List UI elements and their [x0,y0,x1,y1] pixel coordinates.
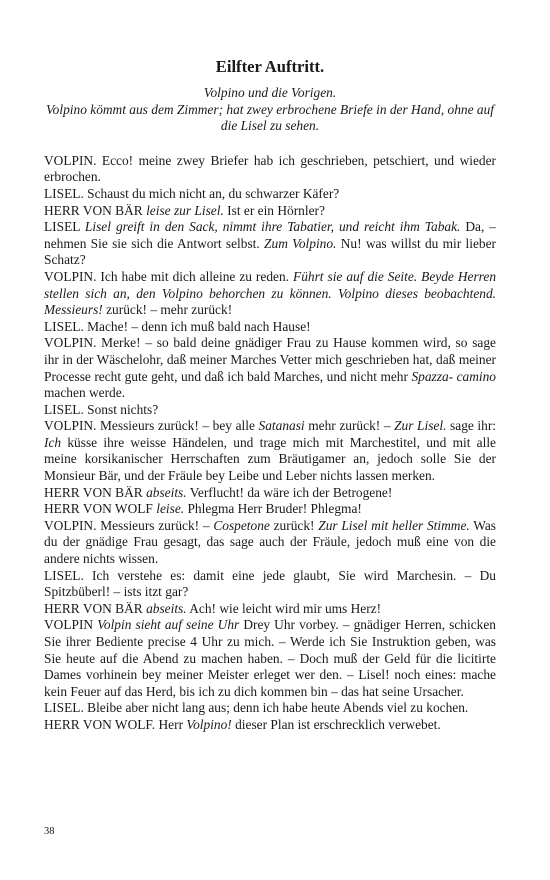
text-run: zurück! – mehr zurück! [102,302,233,318]
dialogue [44,153,496,734]
text-run: Nu! was willst du mir lieber Schatz? [44,235,497,268]
page-body [44,56,496,734]
page-number: 38 [44,826,55,837]
dialogue-paragraph [44,617,496,700]
italic-run: leise zur Lisel. [146,202,224,218]
text-run: VOLPIN [44,617,98,633]
text-run: dieser Plan ist erschrecklich verwebet. [231,716,441,732]
text-run: LISEL. Schaust du mich nicht an, du schwarzer Käfer? [44,185,340,201]
dialogue-paragraph [44,601,496,618]
italic-run: Führt sie auf die Seite. Beyde Herren stellen sich an, den Volpino behorchen zu können. Volpino dieses beobachtend. Messieurs! [44,268,497,318]
text-run: Da, – nehmen Sie sie sich die Antwort selbst. [44,219,496,251]
italic-run: Zur Lisel mit heller Stimme. [318,517,470,533]
text-run: LISEL. Ich verstehe es: damit eine jede glaubt, Sie wird Marchesin. – Du Spitzbüberl! – ists itzt gar? [44,567,496,600]
dialogue-paragraph [44,402,496,419]
dialogue-paragraph [44,269,496,319]
italic-run: abseits. [146,484,187,500]
text-run: küsse ihre weisse Händelen, und trage mich mit Marchestitel, und mit alle meine korsikanischer Herrschaften zum Bräutigamer an, jedoch solle Sie der Monsieur Bär, und der Fräule bey Leibe und Leber nichts lassen merken. [44,434,496,484]
italic-run: Cospetone [213,517,270,533]
text-run: Ist er ein Hörnler? [223,202,325,218]
text-run: VOLPIN. Messieurs zurück! – [44,517,214,533]
text-run: Drey Uhr vorbey. – gnädiger Herren, schicken Sie ihrer Bediente precise 4 Uhr zu mich. – Werde ich Sie Instruktion geben, was Sie heute auf die Abend zu machen haben. – Doch muß der Geld für die licitirte Dames vorhinein bey meiner Meister erleget wer den. – Lisel! noch eines: mache kein Feuer auf das Herd, bis ich zu dich kommen bin – das hat seine Ursacher. [44,617,496,699]
text-run: zurück! [269,517,319,533]
text-run: mehr zurück! – [304,418,395,434]
text-run: LISEL. Sonst nichts? [44,401,159,417]
dialogue-paragraph [44,501,496,518]
italic-run: Lisel greift in den Sack, nimmt ihre Tabatier, und reicht ihm Tabak. [84,219,461,235]
text-run: HERR VON WOLF [44,501,157,517]
dialogue-paragraph [44,418,496,484]
text-run: LISEL. Bleibe aber nicht lang aus; denn ich habe heute Abends viel zu kochen. [44,700,469,716]
dialogue-paragraph [44,153,496,186]
text-run: HERR VON BÄR [44,600,147,616]
text-run: LISEL [44,219,85,235]
text-run: VOLPIN. Merke! – so bald deine gnädiger Frau zu Hause kommen wird, so sage ihr in der Wäschelohr, daß meiner Marches Vetter mich geschrieben hat, daß meiner Processe recht gute geht, und daß ich bald Marches, und nicht mehr [44,335,496,384]
text-run: VOLPIN. Ich habe mit dich alleine zu reden. [44,268,294,284]
italic-run: abseits. [146,600,187,616]
dialogue-paragraph [44,186,496,203]
italic-run: Satanasi [258,418,305,434]
dialogue-paragraph [44,518,496,568]
dialogue-paragraph [44,485,496,502]
dialogue-paragraph [44,717,496,734]
text-run: Was du der gnädige Frau gesagt, das sage auch der Fräule, jedoch muß eine von die andere nichts wissen. [44,517,496,567]
text-run: Ach! wie leicht wird mir ums Herz! [186,600,382,616]
scene-title: Eilfter Auftritt. [215,57,325,76]
text-run: Phlegma Herr Bruder! Phlegma! [184,501,362,517]
text-run: Verflucht! da wäre ich der Betrogene! [186,484,393,500]
dialogue-paragraph [44,203,496,220]
italic-run: Spazza- camino [411,368,496,384]
dialogue-paragraph [44,319,496,336]
italic-run: Zur Lisel. [394,418,447,434]
dialogue-paragraph [44,219,496,269]
stage-direction: Volpino kömmt aus dem Zimmer; hat zwey erbrochene Briefe in der Hand, ohne auf die Lisel zu sehen. [45,101,495,134]
italic-run: Ich [44,434,62,450]
italic-run: Volpin sieht auf seine Uhr [97,617,240,633]
text-run: HERR VON BÄR [44,484,147,500]
italic-run: Zum Volpino. [264,235,337,251]
text-run: LISEL. Mache! – denn ich muß bald nach Hause! [44,318,311,334]
italic-run: leise. [156,501,185,517]
text-run: machen werde. [44,385,126,401]
text-run: HERR VON WOLF. Herr [44,716,187,732]
dialogue-paragraph [44,335,496,401]
text-run: VOLPIN. Ecco! meine zwey Briefer hab ich geschrieben, petschiert, und wieder erbrochen. [44,152,496,185]
scene-cast: Volpino und die Vorigen. [203,85,337,100]
text-run: VOLPIN. Messieurs zurück! – bey alle [44,418,259,434]
dialogue-paragraph [44,700,496,717]
italic-run: Volpino! [186,716,232,732]
text-run: HERR VON BÄR [44,202,147,218]
dialogue-paragraph [44,568,496,601]
text-run: sage ihr: [446,418,497,434]
